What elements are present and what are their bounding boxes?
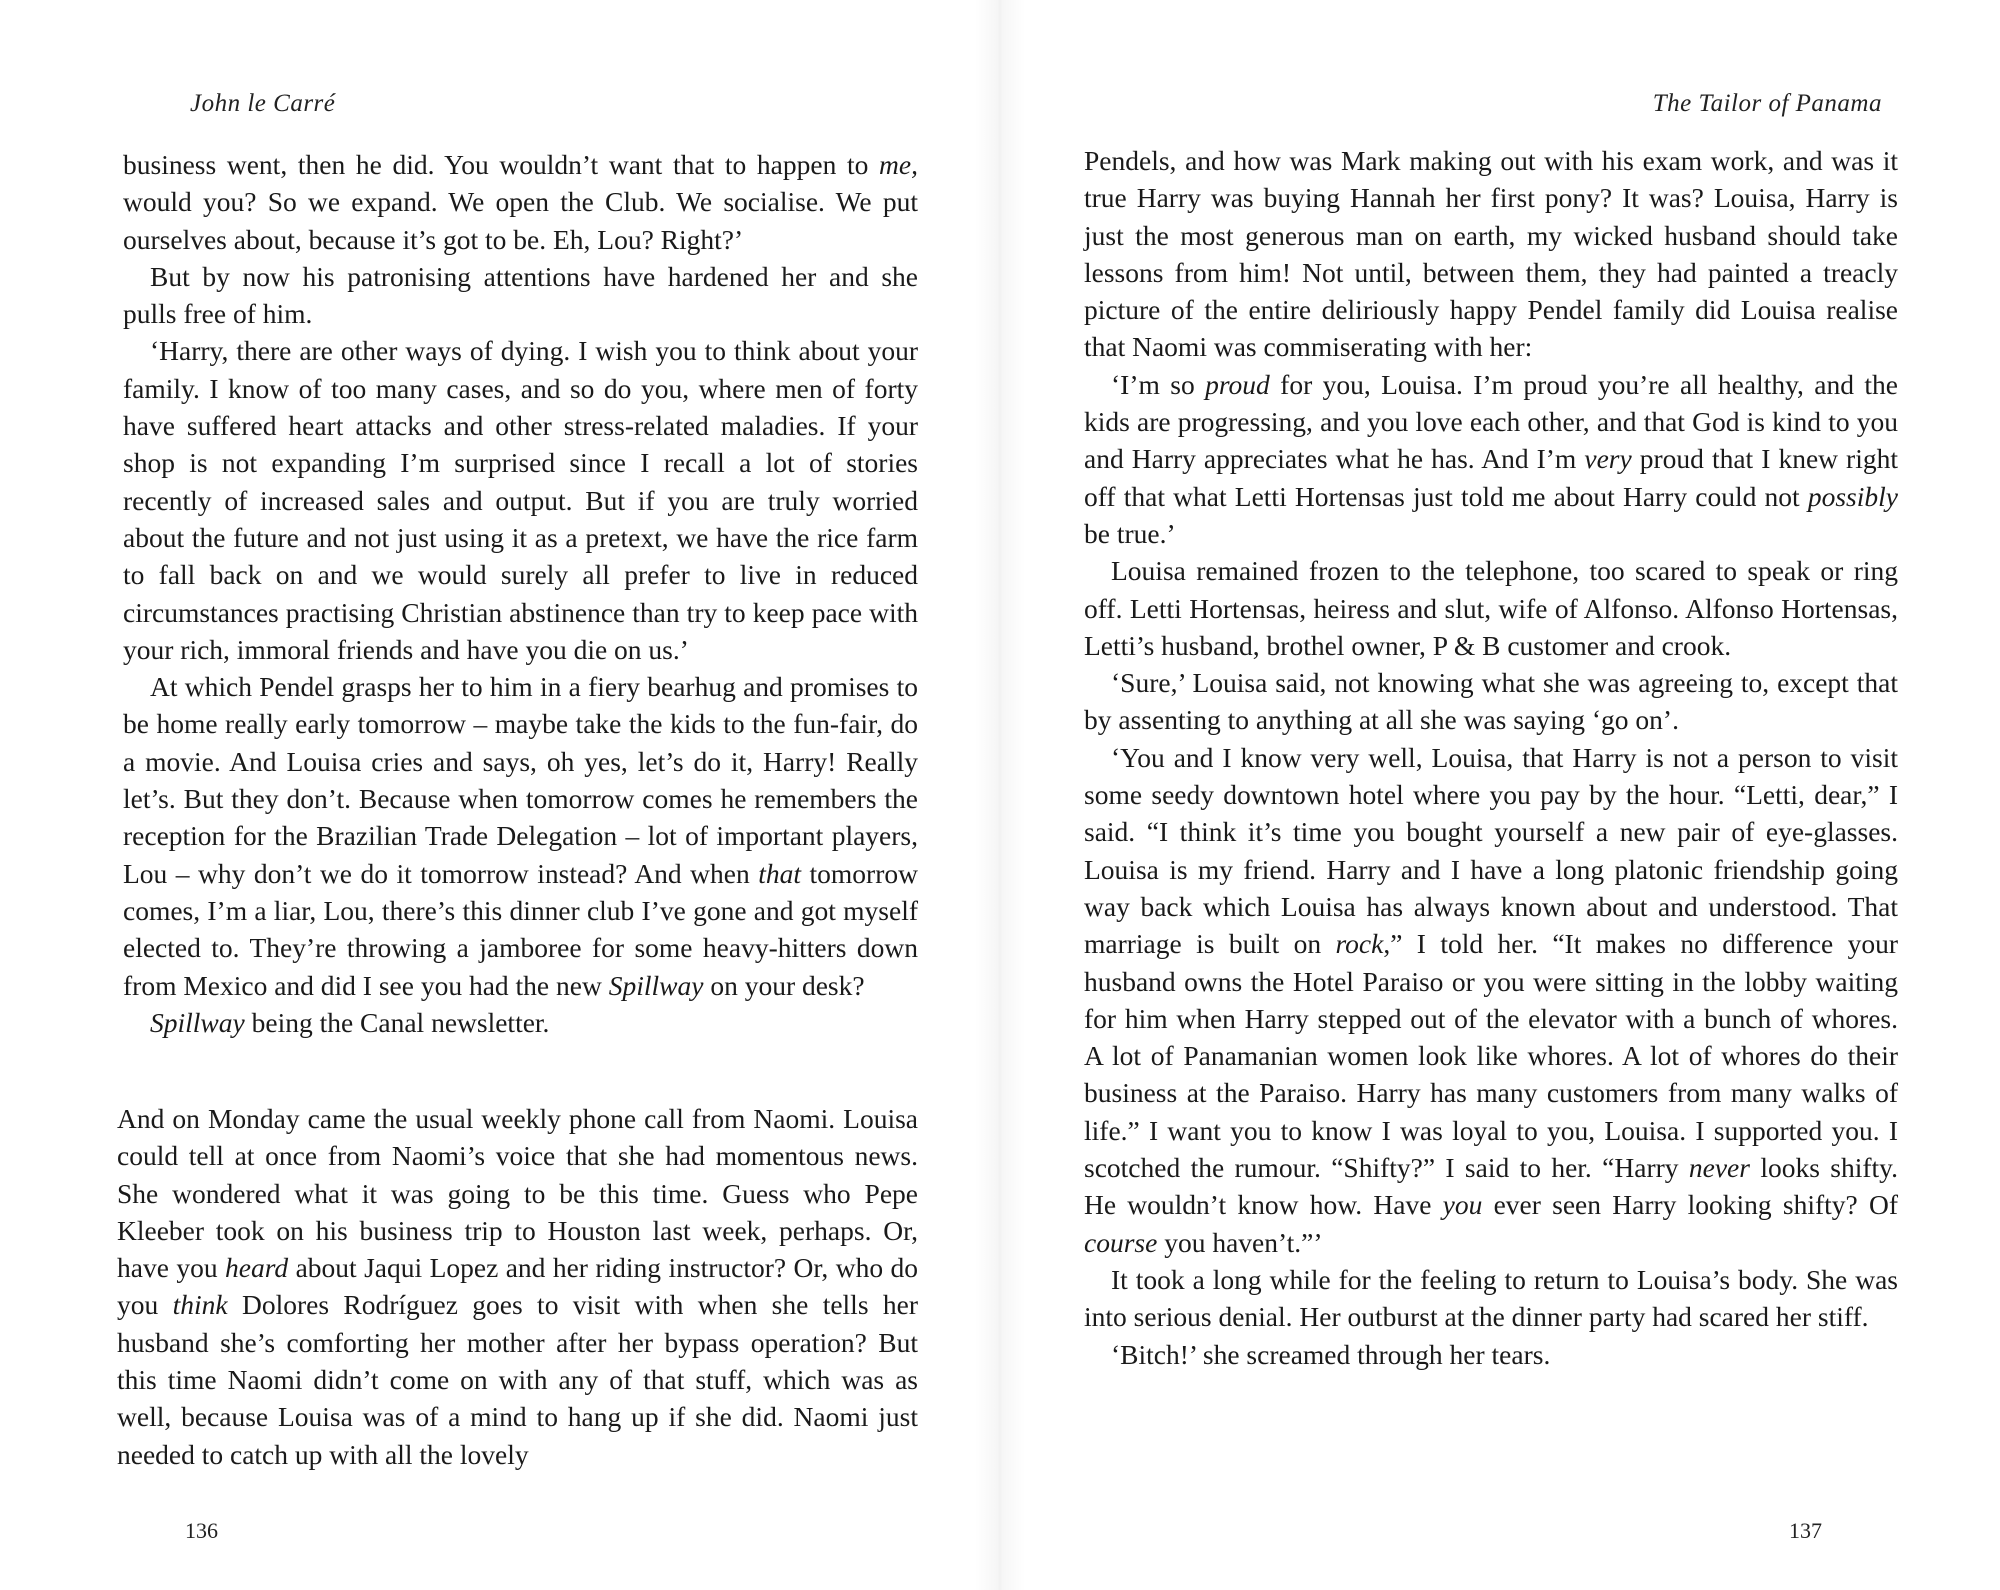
- page-number: 137: [1789, 1518, 1822, 1543]
- paragraph: business went, then he did. You wouldn’t want that to happen to me, would you? So we expand. We open the Club. We socialise. We put ourselves about, because it’s got to be. Eh, Lou? Right?’: [123, 149, 918, 255]
- paragraph: ‘Harry, there are other ways of dying. I wish you to think about your family. I know of too many cases, and so do you, where men of forty have suffered heart attacks and other stress-related maladies. If your shop is not expanding I’m surprised since I recall a lot of stories recently of increased sales and output. But if you are truly worried about the future and not just using it as a pretext, we have the rice farm to fall back on and we would surely all prefer to live in reduced circumstances practising Christian abstinence than try to keep pace with your rich, immoral friends and have you die on us.’: [123, 335, 918, 665]
- left-section-break-block: [117, 1100, 918, 1473]
- right-text-block: [1084, 142, 1898, 1373]
- paragraph: Pendels, and how was Mark making out with his exam work, and was it true Harry was buying Hannah her first pony? It was? Louisa, Harry is just the most generous man on earth, my wicked husband should take lessons from him! Not until, between them, they had painted a treacly picture of the entire deliriously happy Pendel family did Louisa realise that Naomi was commiserating with her:: [1084, 145, 1898, 363]
- right-page: [1010, 0, 2000, 1590]
- paragraph: At which Pendel grasps her to him in a fiery bearhug and promises to be home really early tomorrow – maybe take the kids to the fun-fair, do a movie. And Louisa cries and says, oh yes, let’s do it, Harry! Really let’s. But they don’t. Because when tomorrow comes he remembers the reception for the Brazilian Trade Delegation – lot of important players, Lou – why don’t we do it tomorrow instead? And when that tomorrow comes, I’m a liar, Lou, there’s this dinner club I’ve gone and got myself elected to. They’re throwing a jamboree for some heavy-hitters down from Mexico and did I see you had the new Spillway on your desk?: [123, 671, 918, 1001]
- paragraph: ‘You and I know very well, Louisa, that Harry is not a person to visit some seedy downtown hotel where you pay by the hour. “Letti, dear,” I said. “I think it’s time you bought yourself a new pair of eye-glasses. Louisa is my friend. Harry and I have a long platonic friendship going way back which Louisa has always known about and understood. That marriage is built on rock,” I told her. “It makes no difference your husband owns the Hotel Paraiso or you were sitting in the lobby waiting for him when Harry stepped out of the elevator with a bunch of whores. A lot of Panamanian women look like whores. A lot of whores do their business at the Paraiso. Harry has many customers from many walks of life.” I want you to know I was loyal to you, Louisa. I supported you. I scotched the rumour. “Shifty?” I said to her. “Harry never looks shifty. He wouldn’t know how. Have you ever seen Harry looking shifty? Of course you haven’t.”’: [1084, 741, 1898, 1258]
- paragraph: ‘I’m so proud for you, Louisa. I’m proud you’re all healthy, and the kids are progressing, and you love each other, and that God is kind to you and Harry appreciates what he has. And I’m very proud that I knew right off that what Letti Hortensas just told me about Harry could not possibly be true.’: [1084, 368, 1898, 549]
- paragraph: And on Monday came the usual weekly phone call from Naomi. Louisa could tell at once from Naomi’s voice that she had momentous news. She wondered what it was going to be this time. Guess who Pepe Kleeber took on his business trip to Houston last week, perhaps. Or, have you heard about Jaqui Lopez and her riding instructor? Or, who do you think Dolores Rodríguez goes to visit with when she tells her husband she’s comforting her mother after her bypass operation? But this time Naomi didn’t come on with any of that stuff, which was as well, because Louisa was of a mind to hang up if she did. Naomi just needed to catch up with all the lovely: [117, 1103, 918, 1470]
- paragraph: Spillway being the Canal newsletter.: [150, 1006, 550, 1038]
- paragraph: Louisa remained frozen to the telephone, too scared to speak or ring off. Letti Hortensas, heiress and slut, wife of Alfonso. Alfonso Hortensas, Letti’s husband, brothel owner, P & B customer and crook.: [1084, 555, 1898, 661]
- left-page: [0, 0, 990, 1590]
- running-head-author: John le Carré: [190, 90, 336, 117]
- paragraph: ‘Sure,’ Louisa said, not knowing what she was agreeing to, except that by assenting to anything at all she was saying ‘go on’.: [1084, 667, 1898, 736]
- paragraph: ‘Bitch!’ she screamed through her tears.: [1111, 1338, 1551, 1370]
- left-text-block: [123, 146, 918, 1041]
- paragraph: It took a long while for the feeling to return to Louisa’s body. She was into serious denial. Her outburst at the dinner party had scared her stiff.: [1084, 1263, 1898, 1333]
- page-number: 136: [185, 1518, 218, 1543]
- running-head-title: The Tailor of Panama: [1652, 90, 1882, 117]
- paragraph: But by now his patronising attentions have hardened her and she pulls free of him.: [123, 260, 918, 330]
